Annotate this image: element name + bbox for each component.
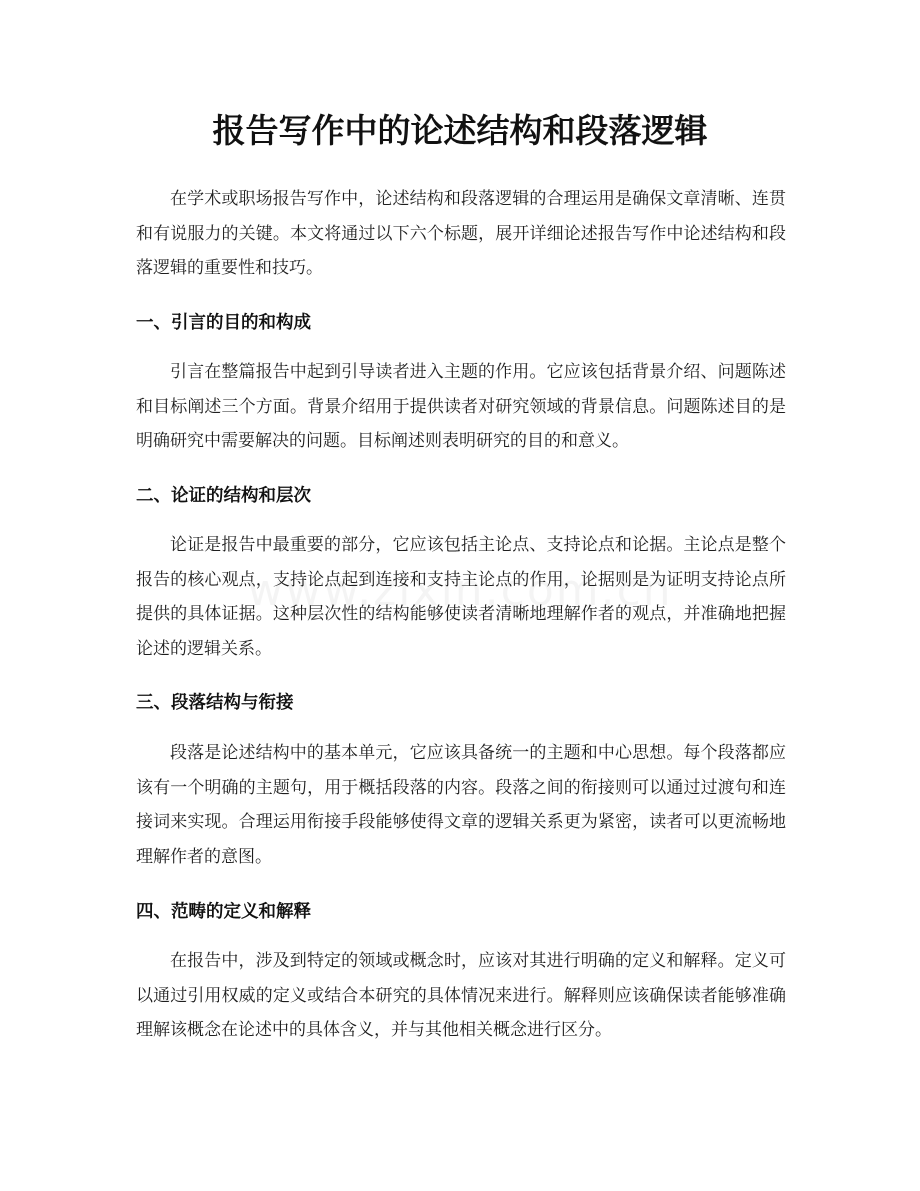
document-title: 报告写作中的论述结构和段落逻辑 <box>212 111 708 150</box>
section-heading-3: 三、段落结构与衔接 <box>136 693 294 713</box>
section-body-4: 在报告中，涉及到特定的领域或概念时，应该对其进行明确的定义和解释。定义可以通过引用权威的定义或结合本研究的具体情况来进行。解释则应该确保读者能够准确理解该概念在论述中的具体含义，并与其他相关概念进行区分。 <box>136 951 786 1040</box>
section-heading-1: 一、引言的目的和构成 <box>136 313 311 333</box>
section-heading-2: 二、论证的结构和层次 <box>136 486 311 506</box>
section-body-1: 引言在整篇报告中起到引导读者进入主题的作用。它应该包括背景介绍、问题陈述和目标阐述三个方面。背景介绍用于提供读者对研究领域的背景信息。问题陈述目的是明确研究中需要解决的问题。目标阐述则表明研究的目的和意义。 <box>136 362 786 451</box>
section-body-2: 论证是报告中最重要的部分，它应该包括主论点、支持论点和论据。主论点是整个报告的核心观点，支持论点起到连接和支持主论点的作用，论据则是为证明支持论点所提供的具体证据。这种层次性的结构能够使读者清晰地理解作者的观点，并准确地把握论述的逻辑关系。 <box>136 535 786 659</box>
section-body-3: 段落是论述结构中的基本单元，它应该具备统一的主题和中心思想。每个段落都应该有一个明确的主题句，用于概括段落的内容。段落之间的衔接则可以通过过渡句和连接词来实现。合理运用衔接手段能够使得文章的逻辑关系更为紧密，读者可以更流畅地理解作者的意图。 <box>136 743 786 867</box>
section-heading-4: 四、范畴的定义和解释 <box>136 902 311 922</box>
intro-paragraph: 在学术或职场报告写作中，论述结构和段落逻辑的合理运用是确保文章清晰、连贯和有说服力的关键。本文将通过以下六个标题，展开详细论述报告写作中论述结构和段落逻辑的重要性和技巧。 <box>136 189 786 278</box>
